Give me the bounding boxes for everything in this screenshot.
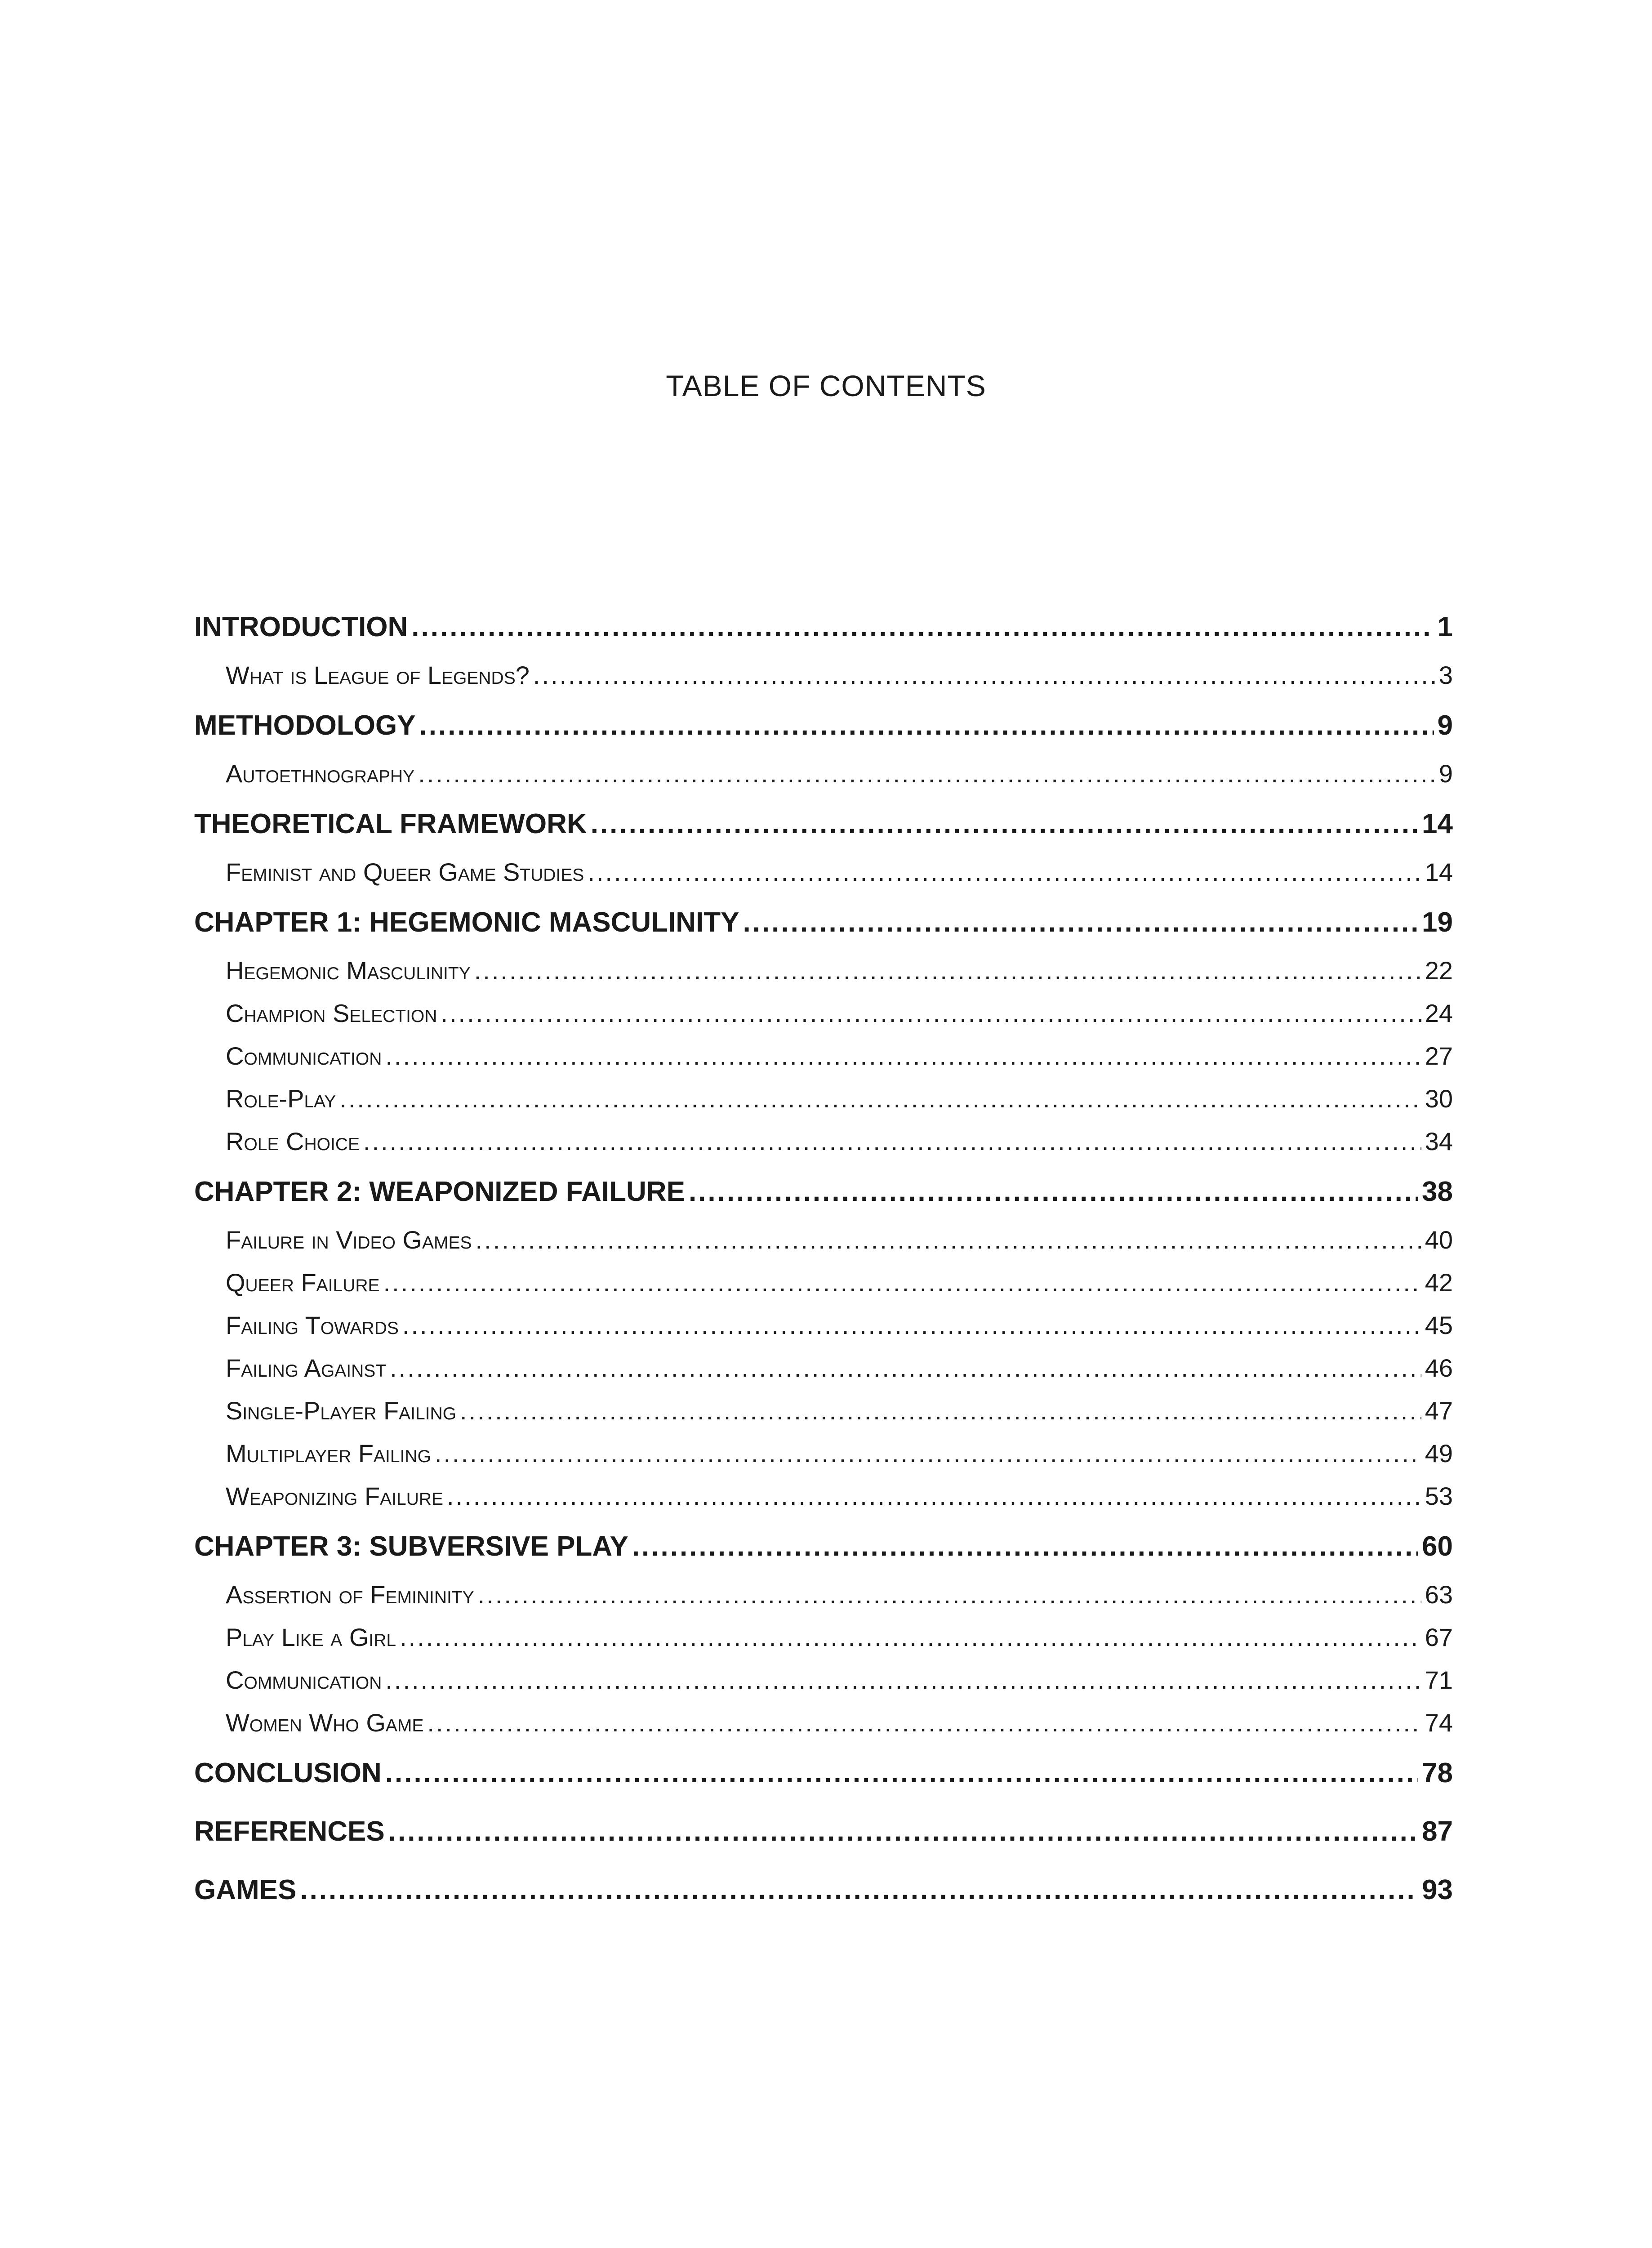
dot-leader xyxy=(591,795,1418,853)
dot-leader xyxy=(474,949,1421,992)
toc-entry-title: Hegemonic Masculinity xyxy=(226,956,471,985)
toc-chapter-entry[interactable] xyxy=(194,1802,1453,1861)
dot-leader xyxy=(411,598,1434,656)
toc-section-entry[interactable] xyxy=(194,1616,1453,1659)
toc-section-entry[interactable] xyxy=(194,1347,1453,1389)
dot-leader xyxy=(300,1861,1418,1919)
toc-entry-page-number: 74 xyxy=(1425,1708,1453,1737)
dot-leader xyxy=(478,1573,1421,1616)
toc-entry-title: Champion Selection xyxy=(226,999,437,1027)
dot-leader xyxy=(533,654,1435,696)
dot-leader xyxy=(388,1802,1418,1861)
toc-chapter-entry[interactable] xyxy=(194,1517,1453,1576)
toc-entry-title: Multiplayer Failing xyxy=(226,1439,431,1467)
toc-entry-page-number: 1 xyxy=(1437,611,1453,642)
toc-entry-page-number: 9 xyxy=(1438,759,1453,788)
dot-leader xyxy=(689,1163,1418,1221)
dot-leader xyxy=(447,1475,1421,1517)
toc-entry-page-number: 78 xyxy=(1422,1757,1453,1789)
toc-entry-title: CHAPTER 2: WEAPONIZED FAILURE xyxy=(194,1176,685,1207)
toc-entry-title: INTRODUCTION xyxy=(194,611,408,642)
toc-entry-title: CONCLUSION xyxy=(194,1757,382,1789)
toc-entry-page-number: 19 xyxy=(1422,907,1453,938)
dot-leader xyxy=(460,1389,1421,1432)
toc-section-entry[interactable] xyxy=(194,1573,1453,1616)
toc-chapter-entry[interactable] xyxy=(194,893,1453,952)
toc-entry-page-number: 45 xyxy=(1425,1311,1453,1339)
toc-entry-page-number: 24 xyxy=(1425,999,1453,1027)
toc-entry-title: Queer Failure xyxy=(226,1268,380,1297)
toc-section-entry[interactable] xyxy=(194,1218,1453,1261)
toc-entry-title: Failing Against xyxy=(226,1354,387,1382)
toc-entry-page-number: 46 xyxy=(1425,1354,1453,1382)
toc-entry-page-number: 67 xyxy=(1425,1623,1453,1651)
toc-entry-page-number: 53 xyxy=(1425,1482,1453,1510)
dot-leader xyxy=(383,1261,1421,1304)
toc-section-entry[interactable] xyxy=(194,752,1453,795)
toc-entry-title: Play Like a Girl xyxy=(226,1623,396,1651)
toc-entry-page-number: 60 xyxy=(1422,1531,1453,1562)
toc-section-entry[interactable] xyxy=(194,1035,1453,1077)
toc-section-entry[interactable] xyxy=(194,1120,1453,1163)
toc-entry-title: Communication xyxy=(226,1042,382,1070)
toc-entry-title: METHODOLOGY xyxy=(194,710,416,741)
toc-entry-page-number: 14 xyxy=(1425,858,1453,886)
dot-leader xyxy=(402,1304,1421,1347)
toc-entry-title: Failure in Video Games xyxy=(226,1226,472,1254)
dot-leader xyxy=(363,1120,1421,1163)
dot-leader xyxy=(588,851,1421,893)
dot-leader xyxy=(419,696,1434,755)
toc-entry-page-number: 3 xyxy=(1438,661,1453,689)
toc-entry-title: CHAPTER 3: SUBVERSIVE PLAY xyxy=(194,1531,628,1562)
toc-entry-title: Communication xyxy=(226,1666,382,1694)
dot-leader xyxy=(385,1744,1418,1802)
dot-leader xyxy=(390,1347,1421,1389)
toc-section-entry[interactable] xyxy=(194,654,1453,696)
toc-section-entry[interactable] xyxy=(194,949,1453,992)
toc-entry-title: Single-Player Failing xyxy=(226,1396,457,1425)
toc-entry-page-number: 9 xyxy=(1437,710,1453,741)
toc-section-entry[interactable] xyxy=(194,851,1453,893)
toc-entry-page-number: 63 xyxy=(1425,1580,1453,1609)
dot-leader xyxy=(427,1701,1421,1744)
toc-entry-title: Role Choice xyxy=(226,1127,360,1155)
toc-section-entry[interactable] xyxy=(194,992,1453,1035)
toc-chapter-entry[interactable] xyxy=(194,1861,1453,1919)
toc-chapter-entry[interactable] xyxy=(194,598,1453,656)
dot-leader xyxy=(400,1616,1421,1659)
toc-entry-title: Role-Play xyxy=(226,1084,336,1113)
toc-entry-page-number: 22 xyxy=(1425,956,1453,985)
toc-section-entry[interactable] xyxy=(194,1389,1453,1432)
toc-section-entry[interactable] xyxy=(194,1701,1453,1744)
toc-entry-page-number: 27 xyxy=(1425,1042,1453,1070)
toc-section-entry[interactable] xyxy=(194,1304,1453,1347)
toc-section-entry[interactable] xyxy=(194,1077,1453,1120)
toc-chapter-entry[interactable] xyxy=(194,1163,1453,1221)
toc-entry-page-number: 38 xyxy=(1422,1176,1453,1207)
table-of-contents xyxy=(194,598,1453,1919)
toc-entry-page-number: 49 xyxy=(1425,1439,1453,1467)
toc-entry-title: Feminist and Queer Game Studies xyxy=(226,858,584,886)
toc-entry-page-number: 71 xyxy=(1425,1666,1453,1694)
toc-section-entry[interactable] xyxy=(194,1261,1453,1304)
toc-section-entry[interactable] xyxy=(194,1432,1453,1475)
dot-leader xyxy=(435,1432,1421,1475)
toc-entry-page-number: 42 xyxy=(1425,1268,1453,1297)
toc-entry-page-number: 47 xyxy=(1425,1396,1453,1425)
page-title: TABLE OF CONTENTS xyxy=(666,369,986,402)
toc-entry-title: REFERENCES xyxy=(194,1816,385,1847)
toc-entry-title: What is League of Legends? xyxy=(226,661,530,689)
toc-chapter-entry[interactable] xyxy=(194,1744,1453,1802)
toc-entry-title: CHAPTER 1: HEGEMONIC MASCULINITY xyxy=(194,907,739,938)
toc-entry-page-number: 30 xyxy=(1425,1084,1453,1113)
dot-leader xyxy=(385,1035,1421,1077)
toc-entry-title: Weaponizing Failure xyxy=(226,1482,444,1510)
toc-entry-page-number: 87 xyxy=(1422,1816,1453,1847)
dot-leader xyxy=(385,1659,1421,1701)
toc-entry-title: Autoethnography xyxy=(226,759,415,788)
toc-entry-page-number: 40 xyxy=(1425,1226,1453,1254)
toc-entry-title: Failing Towards xyxy=(226,1311,399,1339)
toc-entry-page-number: 34 xyxy=(1425,1127,1453,1155)
toc-entry-title: Women Who Game xyxy=(226,1708,424,1737)
toc-chapter-entry[interactable] xyxy=(194,795,1453,853)
toc-entry-title: Assertion of Femininity xyxy=(226,1580,474,1609)
dot-leader xyxy=(743,893,1418,952)
toc-chapter-entry[interactable] xyxy=(194,696,1453,755)
dot-leader xyxy=(632,1517,1418,1576)
toc-entry-page-number: 14 xyxy=(1422,808,1453,839)
dot-leader xyxy=(339,1077,1421,1120)
toc-section-entry[interactable] xyxy=(194,1475,1453,1517)
toc-entry-page-number: 93 xyxy=(1422,1874,1453,1905)
toc-entry-title: GAMES xyxy=(194,1874,297,1905)
dot-leader xyxy=(441,992,1421,1035)
toc-entry-title: THEORETICAL FRAMEWORK xyxy=(194,808,587,839)
dot-leader xyxy=(418,752,1435,795)
toc-section-entry[interactable] xyxy=(194,1659,1453,1701)
dot-leader xyxy=(476,1218,1421,1261)
